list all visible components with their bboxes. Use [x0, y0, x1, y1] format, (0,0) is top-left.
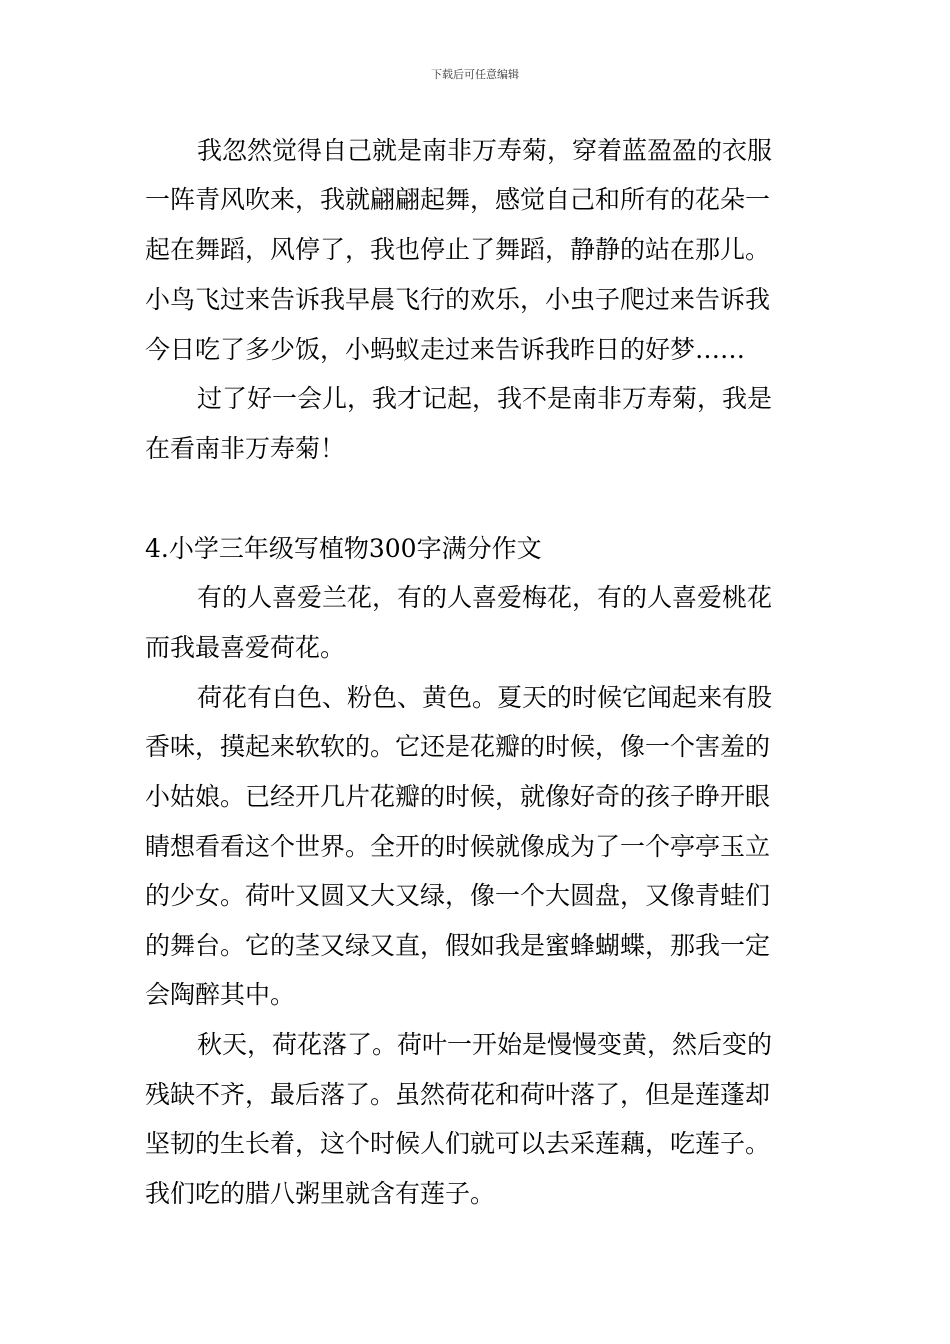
paragraph-line: 的少女。荷叶又圆又大又绿，像一个大圆盘，又像青蛙们 — [145, 881, 771, 910]
paragraph-line: 的舞台。它的茎又绿又直，假如我是蜜蜂蝴蝶，那我一定 — [145, 931, 771, 960]
paragraph-line: 而我最喜爱荷花。 — [145, 633, 346, 662]
paragraph-line: 睛想看看这个世界。全开的时候就像成为了一个亭亭玉立 — [145, 832, 771, 861]
paragraph-line: 坚韧的生长着，这个时候人们就可以去采莲藕，吃莲子。 — [145, 1129, 771, 1158]
paragraph-line: 在看南非万寿菊！ — [145, 434, 346, 463]
paragraph-line: 香味，摸起来软软的。它还是花瓣的时候，像一个害羞的 — [145, 732, 771, 761]
paragraph-line: 有的人喜爱兰花，有的人喜爱梅花，有的人喜爱桃花 — [197, 583, 773, 612]
paragraph-line: 过了好一会儿，我才记起，我不是南非万寿菊，我是 — [197, 384, 773, 413]
paragraph-line: 小姑娘。已经开几片花瓣的时候，就像好奇的孩子睁开眼 — [145, 782, 771, 811]
paragraph-line: 一阵青风吹来，我就翩翩起舞，感觉自己和所有的花朵一 — [145, 185, 771, 214]
paragraph-line: 今日吃了多少饭，小蚂蚁走过来告诉我昨日的好梦…… — [145, 335, 746, 364]
paragraph-line: 我们吃的腊八粥里就含有莲子。 — [145, 1179, 496, 1208]
page-header: 下载后可任意编辑 — [431, 68, 519, 81]
section-heading: 4.小学三年级写植物300字满分作文 — [145, 534, 542, 563]
paragraph-line: 小鸟飞过来告诉我早晨飞行的欢乐，小虫子爬过来告诉我 — [145, 285, 771, 314]
paragraph-line: 残缺不齐，最后落了。虽然荷花和荷叶落了，但是莲蓬却 — [145, 1080, 771, 1109]
paragraph-line: 会陶醉其中。 — [145, 980, 296, 1009]
paragraph-line: 荷花有白色、粉色、黄色。夏天的时候它闻起来有股 — [197, 683, 773, 712]
paragraph-line: 我忽然觉得自己就是南非万寿菊，穿着蓝盈盈的衣服 — [197, 136, 773, 165]
paragraph-line: 起在舞蹈，风停了，我也停止了舞蹈，静静的站在那儿。 — [145, 235, 771, 264]
paragraph-line: 秋天，荷花落了。荷叶一开始是慢慢变黄，然后变的 — [197, 1030, 773, 1059]
